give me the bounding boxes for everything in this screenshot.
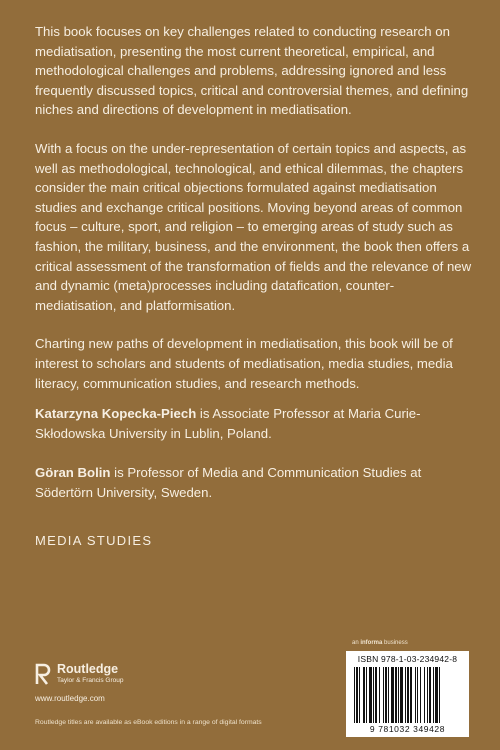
barcode-bar [400, 667, 403, 723]
barcode-bar [433, 667, 434, 723]
barcode-bar [435, 667, 438, 723]
ebook-footnote: Routledge titles are available as eBook editions in a range of digital formats [35, 719, 262, 726]
publisher-name: Routledge [57, 662, 119, 676]
barcode-bar [385, 667, 387, 723]
barcode-bar [383, 667, 384, 723]
barcode-bar [373, 667, 374, 723]
isbn-barcode-block [346, 651, 469, 737]
barcode-bar [420, 667, 421, 723]
barcode-bar [427, 667, 428, 723]
informa-prefix: an [352, 640, 361, 646]
publisher-subtitle: Taylor & Francis Group [57, 677, 124, 684]
barcode-bar [379, 667, 380, 723]
informa-suffix: business [382, 640, 408, 646]
barcode-bar [356, 667, 358, 723]
author-name-1: Katarzyna Kopecka-Piech [35, 406, 197, 421]
author-bio-text-1: is Associate Professor at Maria Curie-Skłodowska University in Lublin, Poland. [35, 406, 421, 441]
isbn-label: ISBN 978-1-03-234942-8 [357, 654, 458, 664]
barcode-bar [388, 667, 389, 723]
informa-bold: informa [360, 640, 383, 646]
barcode-bar [391, 667, 394, 723]
barcode-bar [363, 667, 365, 723]
routledge-logo [35, 663, 123, 685]
publisher-url: www.routledge.com [35, 694, 105, 703]
barcode-bar [398, 667, 399, 723]
subject-category: MEDIA STUDIES [35, 533, 153, 548]
informa-business-label [352, 640, 408, 646]
barcode-bar [354, 667, 355, 723]
blurb-paragraph-3: Charting new paths of development in mediatisation, this book will be of interest to scholars and students of mediatisation, media studies, media literacy, communication studies, and research methods. [35, 336, 453, 391]
barcode-bar [417, 667, 418, 723]
author-name-2: Göran Bolin [35, 465, 111, 480]
author-bio-text-2: is Professor of Media and Communication Studies at Södertörn University, Sweden. [35, 465, 422, 500]
barcode-bar [407, 667, 409, 723]
blurb-paragraph-2: With a focus on the under-representation of certain topics and aspects, as well as methodological, technological, and ethical dilemmas, the chapters consider the main critical objections formulated against mediatisation studies and exchange critical positions. Moving beyond areas of common focus – culture, sport, and religion – to emerging areas of study such as fashion, the military, business, and the environment, the book then offers a critical assessment of the transformation of fields and the relevance of new and dynamic (meta)processes including datafication, counter-mediatisation, and platformisation. [35, 140, 472, 313]
barcode-bar [359, 667, 360, 723]
blurb-paragraph-1: This book focuses on key challenges related to conducting research on mediatisation, presenting the most current theoretical, empirical, and methodological challenges and problems, addressing ignored and less frequently discussed topics, critical and controversial themes, and defining niches and directions of development in mediatisation. [35, 24, 469, 118]
barcode-bar [439, 667, 440, 723]
back-cover-blurb [35, 22, 475, 412]
barcode-bar [369, 667, 372, 723]
author-bio-2 [35, 463, 475, 502]
barcode-bar [424, 667, 425, 723]
barcode-bar [395, 667, 397, 723]
routledge-r-icon [35, 663, 51, 685]
barcode [352, 667, 463, 723]
barcode-bar [410, 667, 412, 723]
author-bio-1 [35, 404, 475, 443]
barcode-bar [366, 667, 367, 723]
isbn-digits: 9 781032 349428 [369, 724, 446, 734]
barcode-bar [375, 667, 377, 723]
barcode-bar [405, 667, 406, 723]
barcode-bar [415, 667, 416, 723]
barcode-bar [429, 667, 431, 723]
